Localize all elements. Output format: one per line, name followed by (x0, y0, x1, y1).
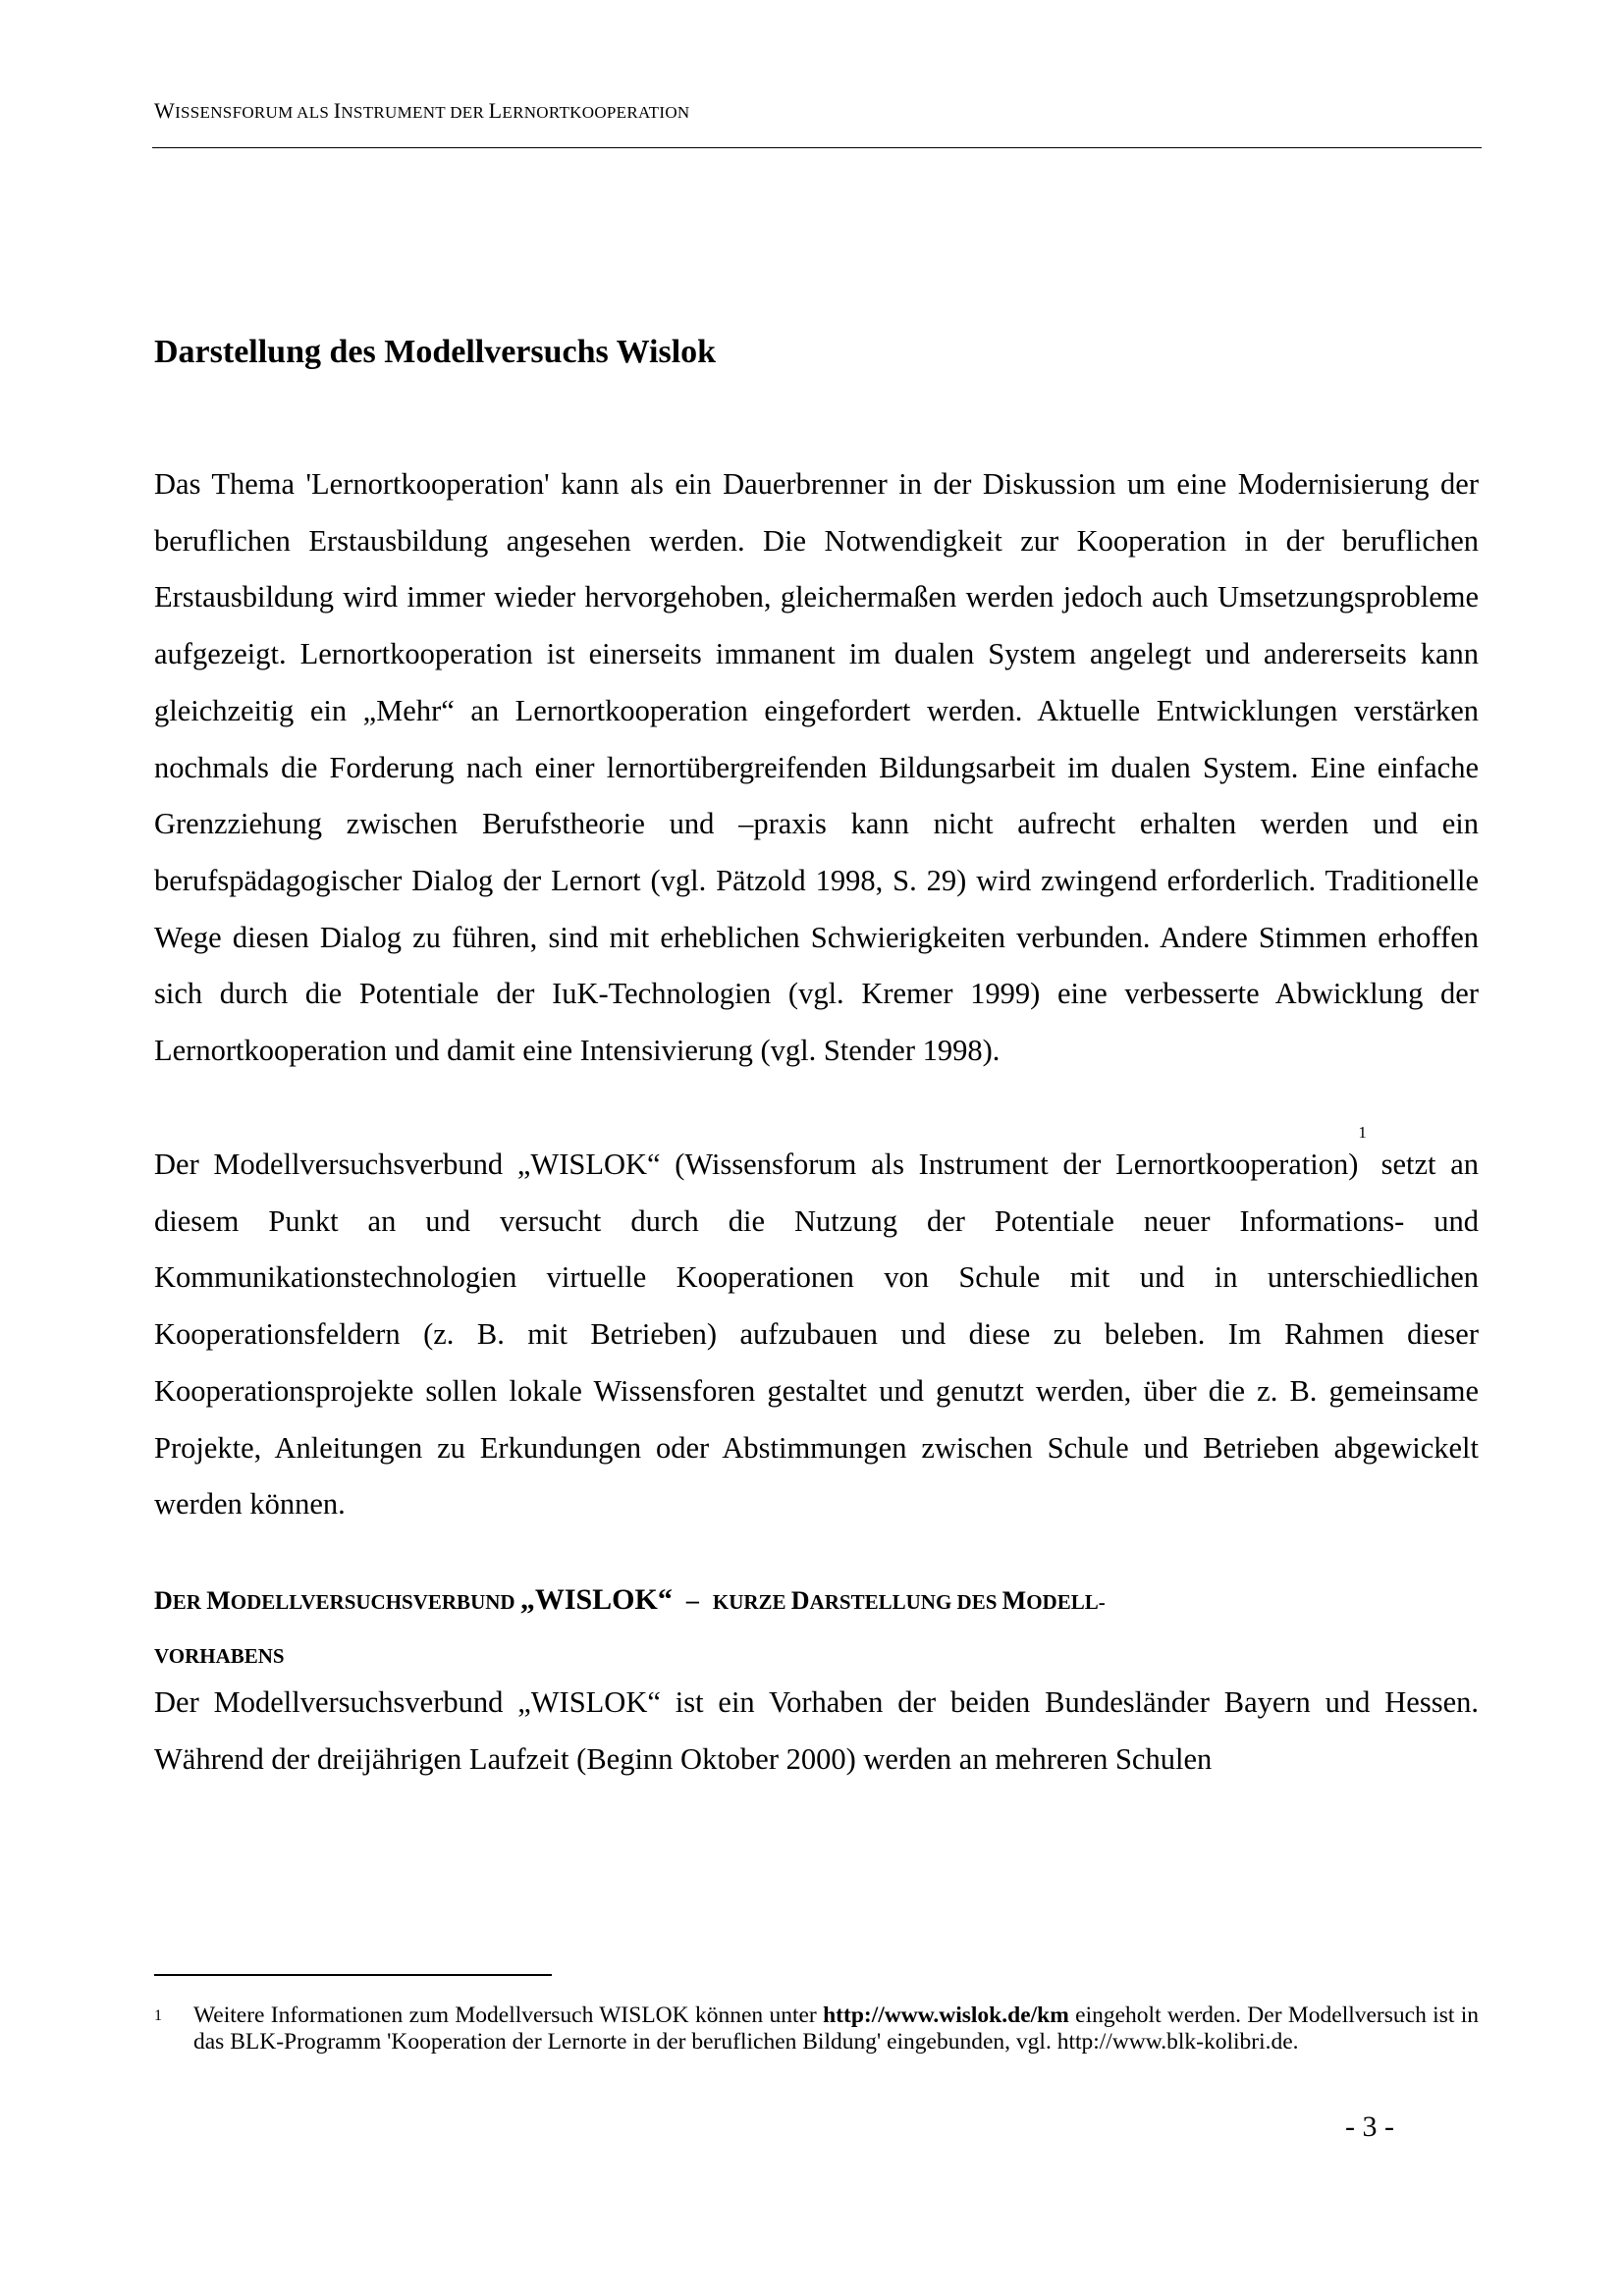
heading-line-2: VORHABENS (154, 1644, 285, 1668)
footnote-text-a: Weitere Informationen zum Modellversuch WISLOK können unter (193, 2002, 824, 2028)
running-header-fragment: NSTRUMENT DER (341, 103, 489, 122)
heading-fragment: M (1001, 1586, 1027, 1615)
running-header-fragment: ERNORTKOOPERATION (502, 103, 690, 122)
paragraph-3: Der Modellversuchsverbund „WISLOK“ ist ein Vorhaben der beiden Bundesländer Bayern und Hessen. Während der dreijährigen Laufzeit (Beginn Oktober 2000) werden an mehreren Schulen (154, 1685, 1479, 1776)
running-header-fragment: ISSENSFORUM ALS (175, 103, 334, 122)
heading-fragment: ODELLVERSUCHSVERBUND (230, 1590, 520, 1614)
footnote-link[interactable]: http://www.wislok.de/km (823, 2002, 1069, 2028)
footnote-text-b: eingeholt werden. Der Modellversuch ist in das BLK-Programm 'Kooperation der Lernorte in der beruflichen Bildung' eingebunden, vgl. http://www.blk-kolibri.de. (193, 2002, 1479, 2055)
paragraph-2-text-a: Der Modellversuchsverbund „WISLOK“ (Wissensforum als Instrument der Lernortkooperation) (154, 1148, 1359, 1181)
heading-wislok: „WISLOK“ (519, 1583, 673, 1616)
heading-fragment: ODELL- (1026, 1590, 1106, 1614)
heading-dash: – (685, 1586, 699, 1615)
paragraph-2 (154, 1123, 1479, 1533)
running-header-fragment: W (154, 98, 176, 123)
footnote (154, 2002, 1479, 2056)
footnote-body (193, 2002, 1479, 2056)
footnote-number: 1 (154, 2007, 162, 2024)
page-title: Darstellung des Modellversuchs Wislok (154, 334, 717, 370)
heading-fragment: ARSTELLUNG DES (809, 1590, 1002, 1614)
running-header-fragment: L (488, 98, 503, 123)
running-header-fragment: I (333, 98, 342, 123)
paragraph-2-text-b: setzt an diesem Punkt an und versucht durch die Nutzung der Potentiale neuer Informations- und Kommunikationstechnologien virtuelle Kooperationen von Schule mit und in unterschiedlichen Kooperationsfeldern (z. B. mit Betrieben) aufzubauen und diese zu beleben. Im Rahmen dieser Kooperationsprojekte sollen lokale Wissensforen gestaltet und genutzt werden, über die z. B. gemeinsame Projekte, Anleitungen zu Erkundungen oder Abstimmungen zwischen Schule und Betrieben abgewickelt werden können. (154, 1148, 1479, 1522)
heading-fragment: KURZE (712, 1590, 791, 1614)
heading-fragment: D (154, 1586, 173, 1615)
paragraph-1: Das Thema 'Lernortkooperation' kann als ein Dauerbrenner in der Diskussion um eine Modernisierung der beruflichen Erstausbildung angesehen werden. Die Notwendigkeit zur Kooperation in der beruflichen Erstausbildung wird immer wieder hervorgehoben, gleichermaßen werden jedoch auch Umsetzungsprobleme aufgezeigt. Lernortkooperation ist einerseits immanent im dualen System angelegt und andererseits kann gleichzeitig ein „Mehr“ an Lernortkooperation eingefordert werden. Aktuelle Entwicklungen verstärken nochmals die Forderung nach einer lernortübergreifenden Bildungsarbeit im dualen System. Eine einfache Grenzziehung zwischen Berufstheorie und –praxis kann nicht aufrecht erhalten werden und ein berufspädagogischer Dialog der Lernort (vgl. Pätzold 1998, S. 29) wird zwingend erforderlich. Traditionelle Wege diesen Dialog zu führen, sind mit erheblichen Schwierigkeiten verbunden. Andere Stimmen erhoffen sich durch die Potentiale der IuK-Technologien (vgl. Kremer 1999) eine verbesserte Abwicklung der Lernortkooperation und damit eine Intensivierung (vgl. Stender 1998). (154, 467, 1479, 1068)
heading-fragment: ER (172, 1590, 207, 1614)
heading-fragment: D (790, 1586, 810, 1615)
section-heading (154, 1574, 1479, 1682)
page-number: - 3 - (1345, 2110, 1394, 2143)
heading-fragment: M (206, 1586, 231, 1615)
footnote-reference: 1 (1358, 1123, 1367, 1142)
header-divider (152, 147, 1482, 148)
footnote-divider (154, 1974, 552, 1976)
running-header (154, 98, 1480, 124)
